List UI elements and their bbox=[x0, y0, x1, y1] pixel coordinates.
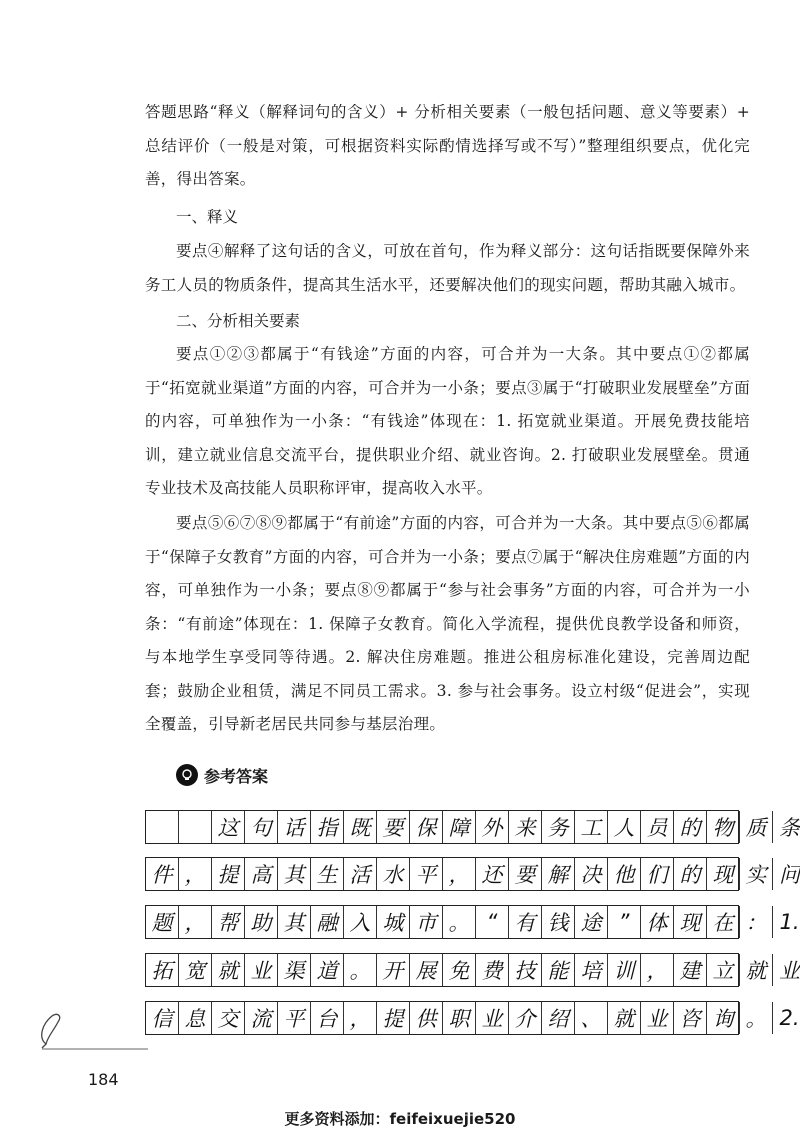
answer-grid-cell: 问 bbox=[779, 863, 800, 887]
answer-grid-cell: 2. bbox=[779, 1006, 800, 1030]
answer-grid-cell: 的 bbox=[674, 858, 707, 890]
footer-note: 更多资料添加：feifeixuejie520 bbox=[284, 1110, 516, 1128]
answer-grid-cell: 业 bbox=[245, 954, 278, 986]
answer-grid-cell bbox=[179, 811, 212, 843]
answer-grid-cell: 业 bbox=[641, 1002, 674, 1034]
heading-analysis: 二、分析相关要素 bbox=[176, 312, 301, 330]
lightbulb-icon bbox=[176, 764, 198, 786]
answer-grid-cell: 询 bbox=[707, 1002, 740, 1034]
paragraph-future-prospects: 要点⑤⑥⑦⑧⑨都属于“有前途”方面的内容，可合并为一大条。其中要点⑤⑥都属于“保障子女教育”方面的内容，可合并为一小条；要点⑦属于“解决住房难题”方面的内容，可单独作为一小条；要点⑧⑨都属于“参与社会事务”方面的内容，可合并为一小条：“有前途”体现在：1. 保障子女教育。简化入学流程，提供优良教学设备和师资，与本地学生享受同等待遇。2. 解决住房难题。推进公租房标准化建设，完善周边配套；鼓励企业租赁，满足不同员工需求。3. 参与社会事务。设立村级“促进会”，实现全覆盖，引导新老居民共同参与基层治理。 bbox=[145, 514, 750, 733]
answer-grid-cell: 既 bbox=[344, 811, 377, 843]
answer-grid-cell: 在 bbox=[707, 906, 740, 938]
answer-grid-cell: 水 bbox=[377, 858, 410, 890]
answer-grid-cell: 务 bbox=[542, 811, 575, 843]
answer-grid-cell: ， bbox=[179, 858, 212, 890]
answer-grid-cell: 平 bbox=[278, 1002, 311, 1034]
answer-grid-cell: 高 bbox=[245, 858, 278, 890]
answer-grid-cell: 。 bbox=[740, 1002, 773, 1034]
answer-grid-cell: 开 bbox=[377, 954, 410, 986]
answer-grid-cell: 宽 bbox=[179, 954, 212, 986]
paragraph-money-prospects: 要点①②③都属于“有钱途”方面的内容，可合并为一大条。其中要点①②都属于“拓宽就业渠道”方面的内容，可合并为一小条；要点③属于“打破职业发展壁垒”方面的内容，可单独作为一小条：“有钱途”体现在：1. 拓宽就业渠道。开展免费技能培训，建立就业信息交流平台，提供职业介绍、就业咨询。2. 打破职业发展壁垒。贯通专业技术及高技能人员职称评审，提高收入水平。 bbox=[145, 345, 750, 497]
answer-grid-cell: 绍 bbox=[542, 1002, 575, 1034]
answer-grid-cell: 题 bbox=[146, 906, 179, 938]
answer-grid-cell: 障 bbox=[443, 811, 476, 843]
answer-grid-cell: 保 bbox=[410, 811, 443, 843]
answer-grid-cell: 信 bbox=[146, 1002, 179, 1034]
answer-grid-cell: 台 bbox=[311, 1002, 344, 1034]
answer-grid-cell: 业 bbox=[476, 1002, 509, 1034]
answer-grid-cell: 途 bbox=[575, 906, 608, 938]
answer-grid-cell: 现 bbox=[707, 858, 740, 890]
reference-answer-heading bbox=[176, 762, 268, 788]
answer-grid-cell: 流 bbox=[245, 1002, 278, 1034]
answer-grid-cell: 要 bbox=[377, 811, 410, 843]
answer-grid-cell: 技 bbox=[509, 954, 542, 986]
answer-grid-row bbox=[145, 953, 800, 987]
answer-grid-cell: 句 bbox=[245, 811, 278, 843]
reference-answer-title: 参考答案 bbox=[204, 766, 269, 786]
answer-grid-cell: 解 bbox=[542, 858, 575, 890]
answer-grid-cell: 城 bbox=[377, 906, 410, 938]
answer-grid-cell: 生 bbox=[311, 858, 344, 890]
answer-grid-cell: 渠 bbox=[278, 954, 311, 986]
answer-grid-cell: 供 bbox=[410, 1002, 443, 1034]
answer-grid-cell: 件 bbox=[146, 858, 179, 890]
answer-grid-cell: 立 bbox=[707, 954, 740, 986]
paragraph-interpretation: 要点④解释了这句话的含义，可放在首句，作为释义部分：这句话指既要保障外来务工人员的物质条件，提高其生活水平，还要解决他们的现实问题，帮助其融入城市。 bbox=[145, 242, 750, 294]
answer-grid-cell: 钱 bbox=[542, 906, 575, 938]
answer-grid-cell: 免 bbox=[443, 954, 476, 986]
answer-grid-cell: 他 bbox=[608, 858, 641, 890]
answer-grid-cell: 平 bbox=[410, 858, 443, 890]
answer-grid-cell: 业 bbox=[779, 959, 800, 983]
answer-grid-cell: 员 bbox=[641, 811, 674, 843]
answer-grid-cell: 培 bbox=[575, 954, 608, 986]
answer-grid-cell: 话 bbox=[278, 811, 311, 843]
answer-grid-cell: 还 bbox=[476, 858, 509, 890]
answer-grid-cell bbox=[146, 811, 179, 843]
answer-grid-cell: 提 bbox=[377, 1002, 410, 1034]
answer-grid-cell: 1. bbox=[779, 910, 800, 934]
answer-grid-cell: 们 bbox=[641, 858, 674, 890]
answer-grid-cell: 这 bbox=[212, 811, 245, 843]
answer-grid-cell: 、 bbox=[575, 1002, 608, 1034]
intro-paragraph: 答题思路“释义（解释词句的含义）+ 分析相关要素（一般包括问题、意义等要素）+ 总结评价（一般是对策，可根据资料实际酌情选择写或不写）”整理组织要点，优化完善，得出答案。 bbox=[145, 103, 750, 188]
answer-grid-cell: 道 bbox=[311, 954, 344, 986]
answer-grid-row bbox=[145, 810, 800, 844]
answer-grid-cell: 工 bbox=[575, 811, 608, 843]
answer-grid-cell: 交 bbox=[212, 1002, 245, 1034]
answer-grid-cell: 其 bbox=[278, 906, 311, 938]
answer-grid-cell: 。 bbox=[443, 906, 476, 938]
answer-grid-cell: 展 bbox=[410, 954, 443, 986]
answer-grid-cell: ： bbox=[740, 906, 773, 938]
heading-interpretation: 一、释义 bbox=[176, 208, 239, 226]
answer-grid-cell: 介 bbox=[509, 1002, 542, 1034]
answer-grid-row bbox=[145, 857, 800, 891]
answer-grid-cell: ， bbox=[344, 1002, 377, 1034]
answer-grid-cell: 训 bbox=[608, 954, 641, 986]
answer-grid-cell: “ bbox=[476, 906, 509, 938]
answer-grid-cell: ， bbox=[641, 954, 674, 986]
answer-grid-cell: 要 bbox=[509, 858, 542, 890]
answer-grid-cell: 现 bbox=[674, 906, 707, 938]
answer-grid-cell: 质 bbox=[740, 811, 773, 843]
answer-grid-cell: 建 bbox=[674, 954, 707, 986]
answer-grid-cell: 活 bbox=[344, 858, 377, 890]
answer-grid-cell: 就 bbox=[608, 1002, 641, 1034]
answer-grid-cell: 能 bbox=[542, 954, 575, 986]
answer-grid-cell: 拓 bbox=[146, 954, 179, 986]
pen-decoration-icon bbox=[28, 1008, 158, 1053]
answer-grid-cell: 助 bbox=[245, 906, 278, 938]
answer-grid-cell: 就 bbox=[740, 954, 773, 986]
page-number: 184 bbox=[88, 1070, 119, 1089]
answer-grid-cell: 人 bbox=[608, 811, 641, 843]
answer-grid-cell: 条 bbox=[779, 816, 800, 840]
answer-grid-cell: 体 bbox=[641, 906, 674, 938]
answer-grid-cell: 融 bbox=[311, 906, 344, 938]
answer-grid-cell: 实 bbox=[740, 858, 773, 890]
answer-grid-cell: 外 bbox=[476, 811, 509, 843]
answer-grid-cell: 费 bbox=[476, 954, 509, 986]
answer-grid-cell: ， bbox=[179, 906, 212, 938]
answer-grid-row bbox=[145, 905, 800, 939]
answer-grid-cell: 入 bbox=[344, 906, 377, 938]
answer-grid-cell: 决 bbox=[575, 858, 608, 890]
answer-grid-cell: 的 bbox=[674, 811, 707, 843]
answer-grid-cell: 市 bbox=[410, 906, 443, 938]
answer-grid-cell: 就 bbox=[212, 954, 245, 986]
answer-grid-cell: 有 bbox=[509, 906, 542, 938]
answer-grid-cell: 指 bbox=[311, 811, 344, 843]
answer-grid-cell: 物 bbox=[707, 811, 740, 843]
answer-grid-cell: 其 bbox=[278, 858, 311, 890]
answer-grid-cell: 帮 bbox=[212, 906, 245, 938]
answer-grid-row bbox=[145, 1001, 800, 1035]
answer-grid-cell: ” bbox=[608, 906, 641, 938]
answer-grid-cell: 提 bbox=[212, 858, 245, 890]
answer-grid-cell: 职 bbox=[443, 1002, 476, 1034]
answer-grid-cell: 息 bbox=[179, 1002, 212, 1034]
answer-grid-cell: 。 bbox=[344, 954, 377, 986]
answer-grid-cell: ， bbox=[443, 858, 476, 890]
answer-grid-cell: 来 bbox=[509, 811, 542, 843]
answer-grid-cell: 咨 bbox=[674, 1002, 707, 1034]
